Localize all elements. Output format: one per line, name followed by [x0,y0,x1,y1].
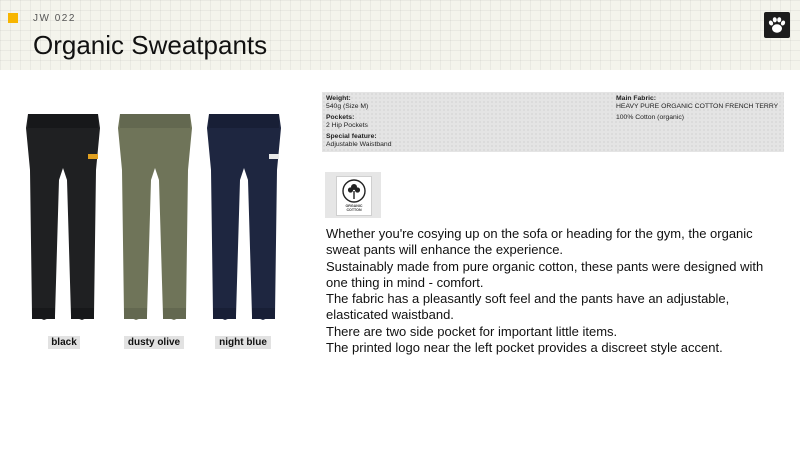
accent-square [8,13,18,23]
color-label-night-blue: night blue [215,336,271,349]
description-paragraph: There are two side pocket for important little items. [326,323,618,339]
pant-shape [207,114,281,320]
spec-box [322,92,784,152]
spec-column-right [616,95,778,125]
special-feature-value: Adjustable Waistband [326,141,392,148]
main-fabric-label: Main Fabric: [616,95,657,102]
description-paragraph: The fabric has a pleasantly soft feel and the pants have an adjustable, elasticated waistband. [326,291,730,323]
badge-text [337,204,371,212]
pockets-label: Pockets: [326,114,355,121]
color-label-black: black [48,336,80,349]
badge-text-line2: COTTON [346,208,362,212]
header-band [0,0,800,70]
badge-inner [336,176,372,216]
description-paragraph: Sustainably made from pure organic cotton, these pants were designed with one thing in mind - comfort. [326,258,764,290]
pant-shape [26,114,100,320]
main-fabric-value: HEAVY PURE ORGANIC COTTON FRENCH TERRY [616,103,779,110]
description-paragraph: The printed logo near the left pocket provides a discreet style accent. [326,340,723,356]
color-label-dusty-olive: dusty olive [124,336,184,349]
cotton-plant-icon [342,179,366,203]
product-description [326,226,786,356]
organic-cotton-badge [325,172,381,218]
product-code: JW 022 [33,13,76,24]
pockets-value: 2 Hip Pockets [326,122,368,129]
weight-label: Weight: [326,95,351,102]
pant-shape [118,114,192,320]
spec-column-left [326,95,392,152]
product-image-black [24,110,104,330]
special-feature-label: Special feature: [326,133,377,140]
composition-value: 100% Cotton (organic) [616,114,685,121]
weight-value: 540g (Size M) [326,103,369,110]
product-image-dusty-olive [116,110,196,330]
badge-text-line1: ORGANIC [345,204,363,208]
paw-logo-icon [764,12,790,38]
description-paragraph: Whether you're cosying up on the sofa or heading for the gym, the organic sweat pants will enhance the experience. [326,226,753,258]
page-title: Organic Sweatpants [33,30,268,60]
product-image-night-blue [205,110,285,330]
